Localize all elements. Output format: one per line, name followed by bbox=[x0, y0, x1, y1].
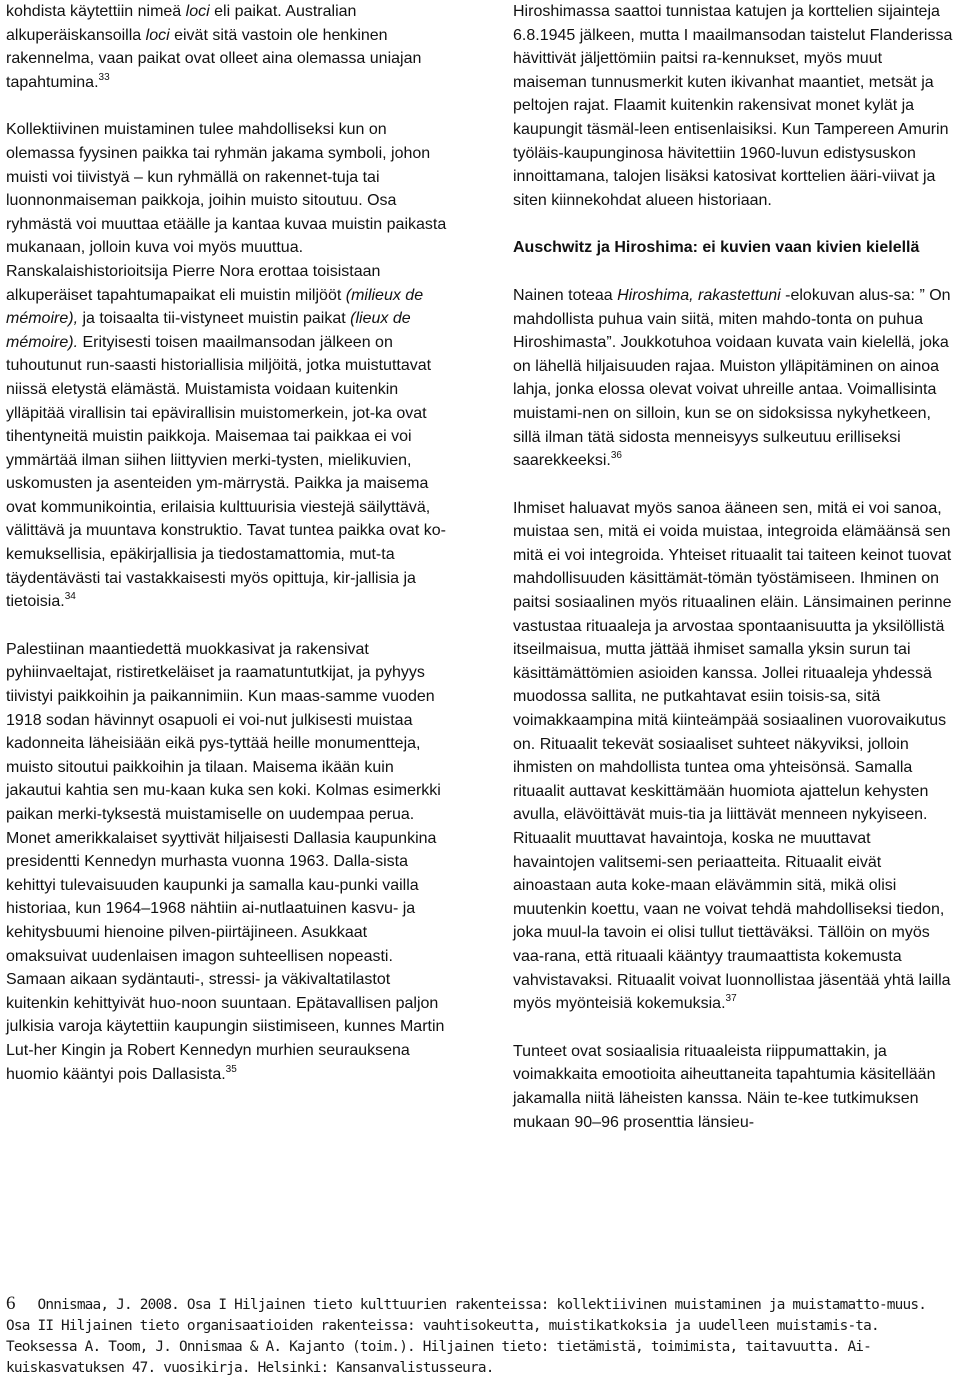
paragraph bbox=[513, 0, 953, 212]
footnote-marker: 37 bbox=[725, 993, 737, 1005]
paragraph bbox=[513, 497, 953, 1016]
section-heading: Auschwitz ja Hiroshima: ei kuvien vaan kivien kielellä bbox=[513, 239, 920, 257]
italic-term: Hiroshima, rakastettuni bbox=[617, 286, 781, 304]
italic-term: loci bbox=[145, 26, 170, 44]
paragraph-text: -elokuvan alus-sa: ” On mahdollista puhua vain siitä, miten mahdo-tonta on puhua Hiroshimasta”. Joukkotuhoa voidaan kuvata vain kielellä, joka on lähellä hiljaisuuden rajaa. Muiston ylläpitäminen on ainoa lahja, jonka elossa olevat voivat uhreille antaa. Voimallisinta muistami-nen on silloin, kun se on sidoksissa nykyhetkeen, sillä ilman tätä sidosta menneisyys sulkeutuu erilliseksi saarekkeeksi. bbox=[513, 286, 951, 470]
footnote-marker: 34 bbox=[64, 591, 76, 603]
footnote bbox=[6, 1293, 952, 1379]
paragraph-text: ja toisaalta tii-vistyneet muistin paikat bbox=[78, 310, 351, 328]
right-column bbox=[513, 0, 953, 1134]
paragraph-text: Tunteet ovat sosiaalisia rituaaleista riippumattakin, ja voimakkaita emootioita aiheuttaneita tapahtumia käsitellään jakamalla niitä läheisten kanssa. Näin te-kee tutkimuksen mukaan 90–96 prosenttia länsieu- bbox=[513, 1042, 936, 1131]
page-number: 6 bbox=[6, 1293, 16, 1314]
footnote-text: Onnismaa, J. 2008. Osa I Hiljainen tieto kulttuurien rakenteissa: kollektiivinen muistaminen ja muistamatto-muus. Osa II Hiljainen tieto organisaatioiden rakenteissa: vauhtisokeutta, muistikatkoksia ja uudelleen muistamis-ta. Teoksessa A. Toom, J. Onnismaa & A. Kajanto (toim.). Hiljainen tieto: tietämistä, toimimista, taitavuutta. Ai-kuiskasvatuksen 47. vuosikirja. Helsinki: Kansanvalistusseura. bbox=[6, 1297, 927, 1376]
paragraph bbox=[6, 638, 452, 1086]
paragraph bbox=[6, 0, 452, 94]
italic-term: (lieux de mémoire). bbox=[6, 310, 411, 351]
italic-term: loci bbox=[185, 3, 210, 20]
footnote-marker: 36 bbox=[610, 450, 622, 462]
footnote-marker: 33 bbox=[98, 71, 110, 83]
footnote-marker: 35 bbox=[225, 1063, 237, 1075]
paragraph-text: eli paikat. Australian alkuperäiskansoilla bbox=[6, 3, 357, 44]
paragraph-text: Kollektiivinen muistaminen tulee mahdolliseksi kun on olemassa fyysinen paikka tai ryhmän jakama symboli, johon muisti voi tiivistyä – kun ryhmällä on rakennet-tuja tai luonnonmaiseman paikkoja, joihin muisto sitoutuu. Osa ryhmästä voi muuttaa etäälle ja kantaa kuvaa muistin paikasta mukanaan, jolloin kuva voi myös muuttua. Ranskalaishistorioitsija Pierre Nora erottaa toisistaan alkuperäiset tapahtumapaikat eli muistin miljööt bbox=[6, 121, 447, 304]
paragraph bbox=[6, 118, 452, 613]
paragraph-text: kohdista käytettiin nimeä bbox=[6, 3, 186, 20]
left-column bbox=[6, 0, 452, 1086]
paragraph-text: Nainen toteaa bbox=[513, 286, 618, 304]
paragraph-text: Palestiinan maantiedettä muokkasivat ja rakensivat pyhiinvaeltajat, ristiretkeläiset ja raamatuntutkijat, ja pyhyys tiivistyi paikkoihin ja paikannimiin. Kun maas-samme vuoden 1918 sodan hävinnyt osapuoli ei voi-nut julkisesti muistaa kadonneita läheisiään eikä pys-tyttää heille monumentteja, muisto sitoutui paikkoihin ja tilaan. Maisema ikään kuin jakautui kahtia sen mu-kaan kuka sen koki. Kolmas esimerkki paikan merki-tyksestä muistamiselle on uudempaa perua. Monet amerikkalaiset syyttivät hiljaisesti Dallasia kaupunkina presidentti Kennedyn murhasta vuonna 1963. Dalla-sista kehittyi tulevaisuuden kaupunki ja samalla kau-punki vailla historiaa, kun 1964–1968 nähtiin ai-nutlaatuinen kasvu- ja kehitysbuumi hienoine pilven-piirtäjineen. Asukkaat omaksuivat uudenlaisen imagon suhteellisen nopeasti. Samaan aikaan sydäntauti-, stressi- ja väkivaltatilastot kuitenkin kehittyivät huo-noon suuntaan. Epätavallisen paljon julkisia varoja käytettiin kaupungin siistimiseen, kunnes Martin Lut-her Kingin ja Robert Kennedyn murhien seurauksena huomio kääntyi pois Dallasista. bbox=[6, 640, 445, 1083]
paragraph bbox=[513, 1040, 953, 1134]
paragraph-text: Erityisesti toisen maailmansodan jälkeen on tuhoutunut run-saasti historiallisia miljöitä, jotka muistuttavat niissä eletystä elämästä. Muistamista voidaan kuitenkin ylläpitää virallisin tai epävirallisin muistomerkein, jot-ka ovat tihentyneitä muistin paikkoja. Maisemaa tai paikkaa ei voi ymmärtää ilman siihen liittyvien merki-tysten, mielikuvien, uskomusten ja asenteiden ym-märrystä. Paikka ja maisema ovat kommunikointia, erilaisia kulttuurisia viestejä säilyttävä, välittävä ja muuntava konstruktio. Tavat tuntea paikka ovat ko-kemuksellisia, epäkirjallisia ja tiedostamattomia, mut-ta täydentävästi tai vastakkaisesti myös opittuja, kir-jallisia ja tietoisia. bbox=[6, 333, 446, 611]
italic-term: (milieux de mémoire), bbox=[6, 286, 424, 328]
paragraph-text: eivät sitä vastoin ole henkinen rakennelma, vaan paikat ovat olleet aina olemassa uniajan tapahtumina. bbox=[6, 26, 422, 91]
paragraph bbox=[513, 284, 953, 473]
paragraph-text: Ihmiset haluavat myös sanoa ääneen sen, mitä ei voi sanoa, muistaa sen, mitä ei voida muistaa, integroida elämäänsä sen mitä ei voi integroida. Yhteiset rituaalit tai taiteen keinot tuovat mahdollisuuden käsittämät-tömän työstämiseen. Ihminen on paitsi sosiaalinen myös rituaalinen eläin. Länsimainen perinne vastustaa rituaaleja ja arvostaa spontaanisuutta ja yksilöllistä itseilmaisua, mutta jättää ihmiset samalla yksin surun tai käsittämättömien asioiden kanssa. Jollei rituaaleja yhdessä muodossa sallita, ne putkahtavat esiin toisis-sa, sitä voimakkaampina mitä kiinteämpää sosiaalinen vuorovaikutus on. Rituaalit tekevät sosiaaliset suhteet näkyviksi, jolloin ihmisten on mahdollista tuntea oma yhteisönsä. Samalla rituaalit auttavat keskittämään huomiota ajattelun kehysten avulla, elävöittävät muis-tia ja liittävät menneen nykyiseen. Rituaalit muuttavat havaintoja, koska ne muuttavat havaintojen valitsemi-sen periaatteita. Rituaalit eivät ainoastaan auta koke-maan elävämmin sitä, mikä olisi muutenkin koettu, vaan ne voivat tehdä mahdolliseksi tiedon, joka muul-la tavoin ei olisi tullut tiettäväksi. Tällöin on myös vaa-rana, että rituaali kääntyy traumaattista kokemusta vahvistavaksi. Rituaalit voivat luonnollistaa jäsentää yhtä lailla myös myönteisiä kokemuksia. bbox=[513, 499, 952, 1013]
paragraph-text: Hiroshimassa saattoi tunnistaa katujen ja korttelien sijainteja 6.8.1945 jälkeen, mutta I maailmansodan taistelut Flanderissa hävittivät jäljettömiin paitsi ra-kennukset, myös muut maiseman tunnusmerkit kuten ikivanhat maantiet, metsät ja peltojen rajat. Flaamit kuitenkin rakensivat monet kylät ja kaupungit täsmäl-leen entisenlaisiksi. Kun Tampereen Amurin työläis-kaupunginosa hävitettiin 1960-luvun edistysuskon innoittamana, talojen lisäksi katosivat korttelien ääri-viivat ja siten kiinnekohdat alueen historiaan. bbox=[513, 3, 953, 209]
